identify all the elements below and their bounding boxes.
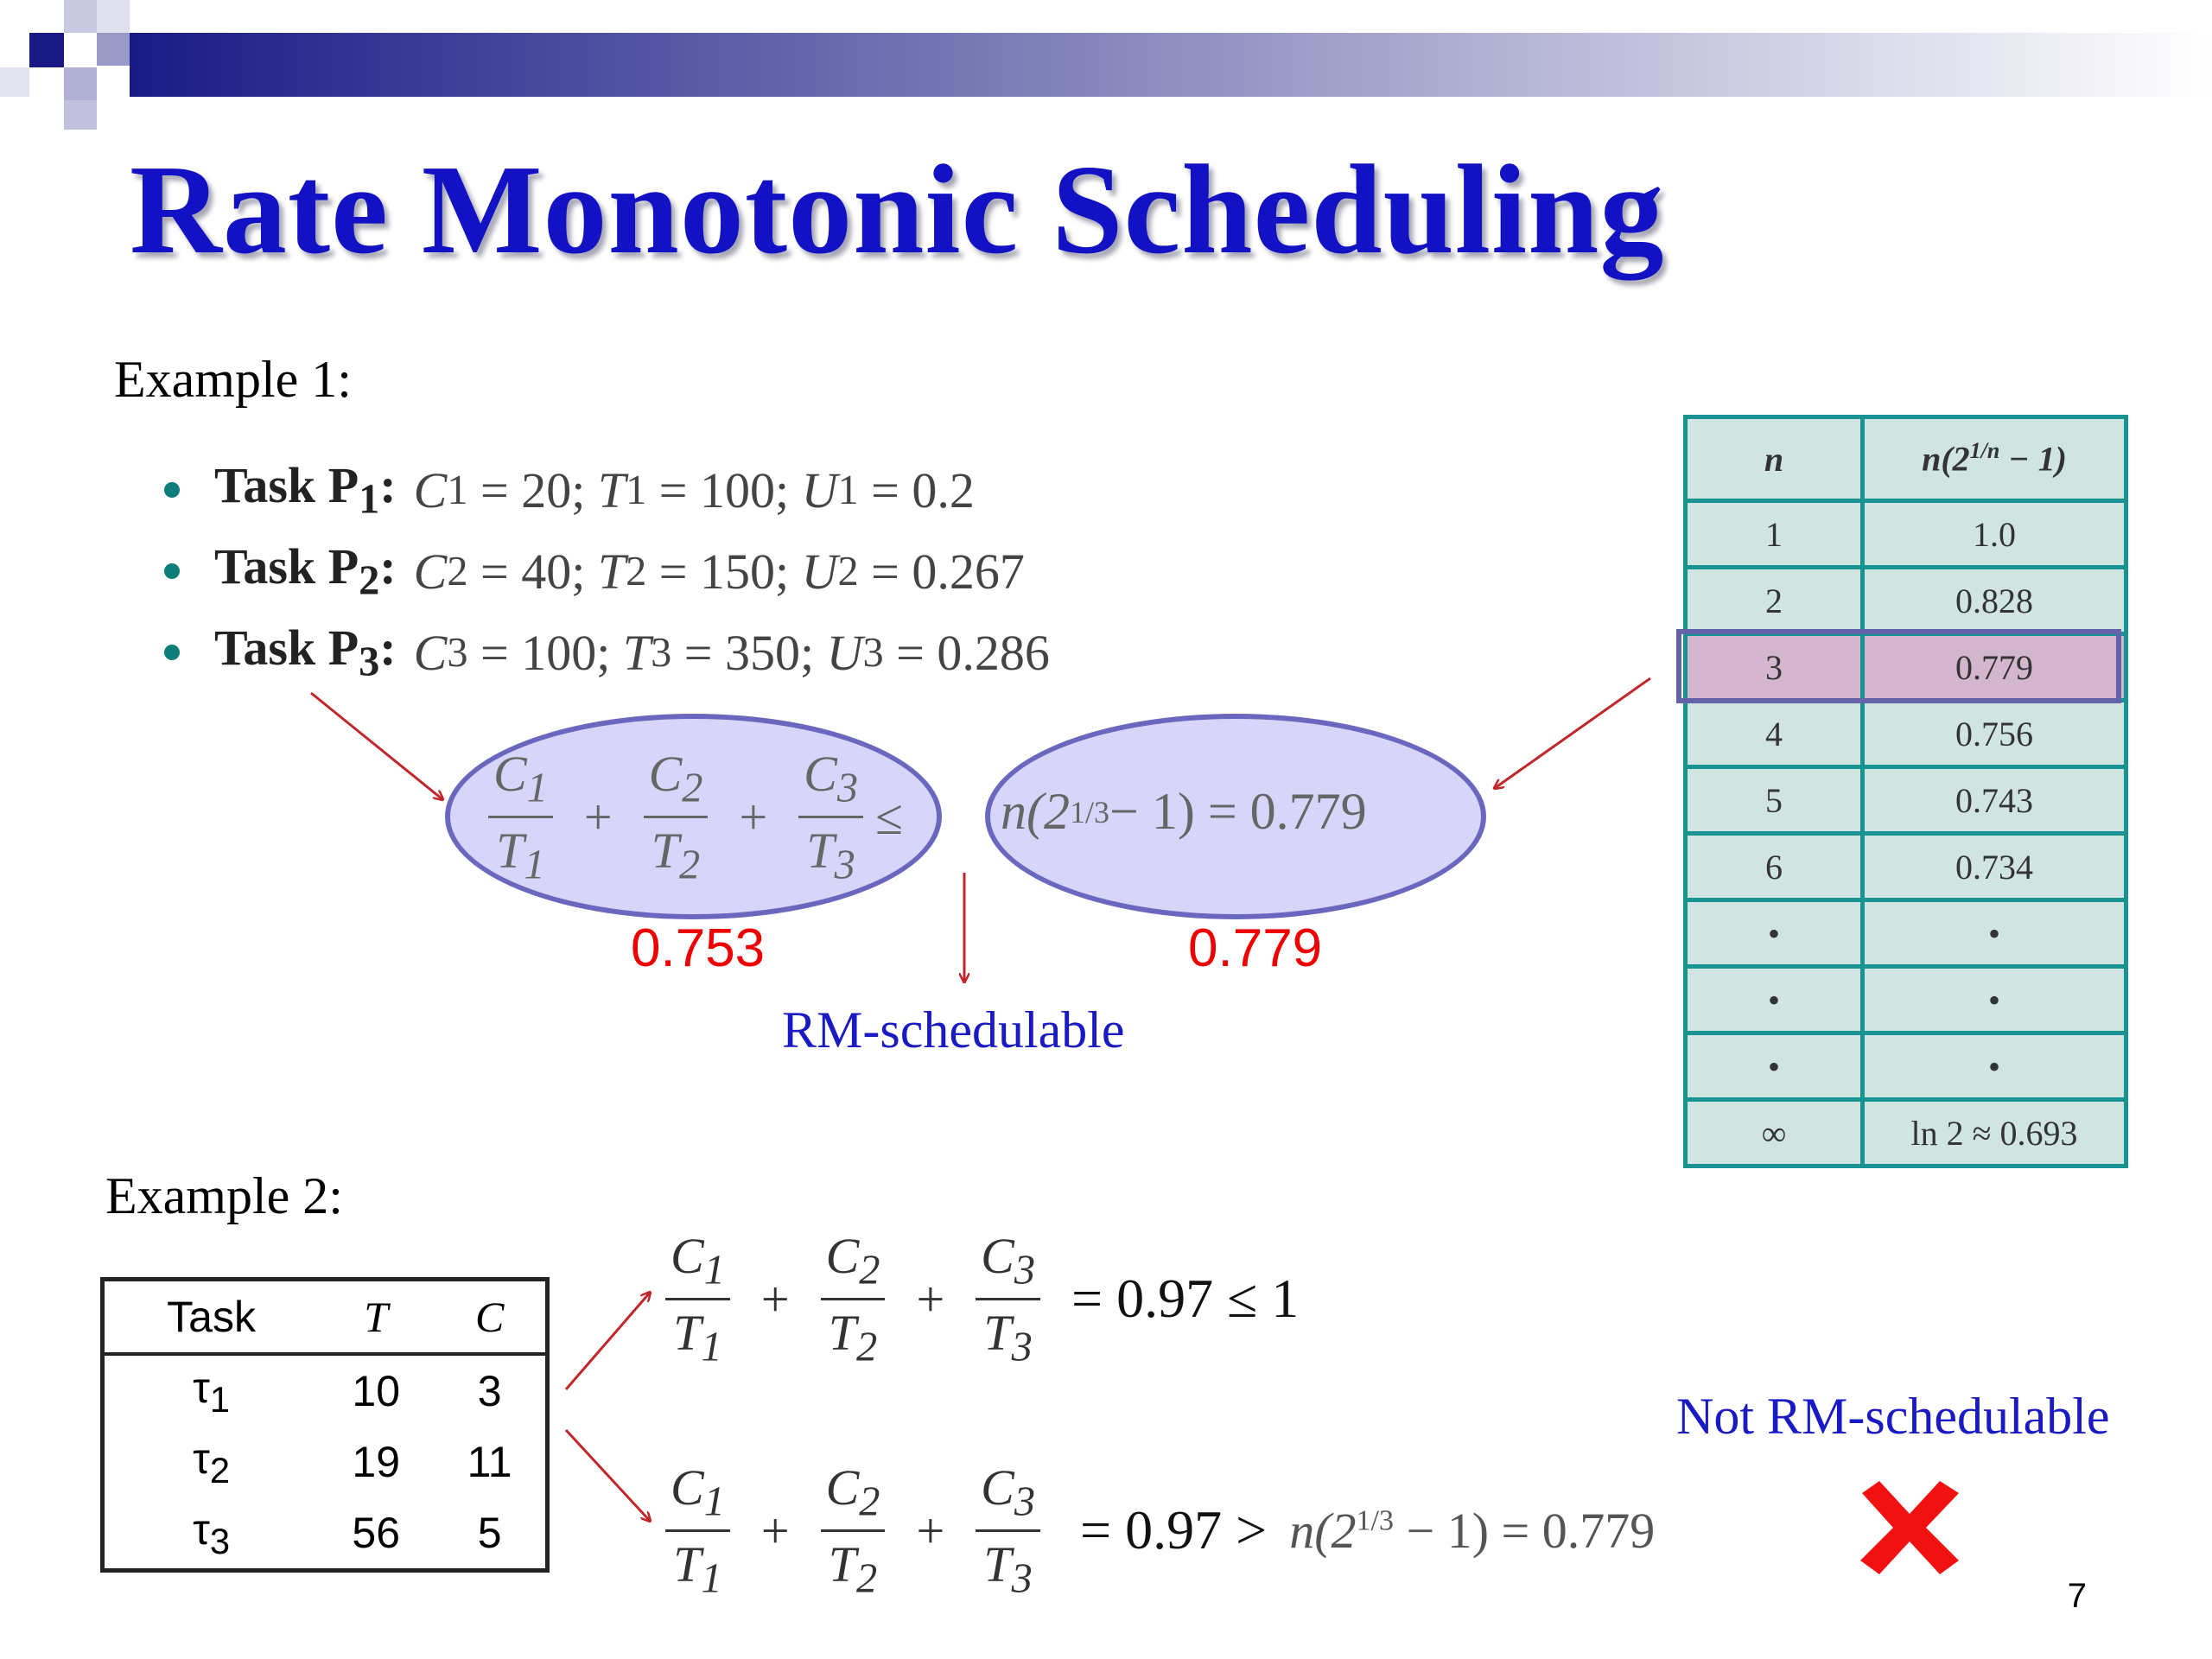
table-row: 4 0.756	[1686, 701, 2126, 767]
rm-schedulable-label: RM-schedulable	[782, 1001, 1125, 1058]
arrow-icon	[311, 693, 442, 799]
task-table	[100, 1277, 550, 1573]
column-header: C	[434, 1280, 547, 1355]
table-row: • •	[1686, 967, 2126, 1033]
bound-expression: n(2 1/3 − 1) = 0.779	[1001, 783, 1367, 840]
table-header-row	[1686, 417, 2126, 501]
equation-sum-le-1: $\frac{C_1}{T_1}$ + $\frac{C_2}{T_2}$ + $\frac{C_3}{T_3}$ = 0.97 ≤ 1	[665, 1227, 1299, 1370]
table-header-row	[103, 1280, 548, 1355]
list-item: Task $P_2$: C 2 = 40 ; T 2 = 150 ; U 2 = 0.267	[164, 531, 1050, 612]
red-x-icon	[1853, 1478, 1966, 1577]
example2-label: Example 2:	[105, 1167, 343, 1224]
table-row: 1 1.0	[1686, 501, 2126, 568]
equation-sum-gt-bound: $\frac{C_1}{T_1}$ + $\frac{C_2}{T_2}$ + $\frac{C_3}{T_3}$ = 0.97 > $n(2^{1/3} - 1) = 0.779$	[665, 1459, 1655, 1602]
list-item: Task $P_1$: C 1 = 20 ; T 1 = 100 ; U 1 = 0.2	[164, 449, 1050, 531]
fraction: $\frac{C_2}{T_2}$	[644, 745, 709, 888]
table-row: 5 0.743	[1686, 767, 2126, 834]
table-row: $\tau_3$ 56 5	[193, 1504, 502, 1561]
fraction: $\frac{C_1}{T_1}$	[488, 745, 553, 888]
arrow-icon	[566, 1430, 650, 1521]
table-row: • •	[1686, 900, 2126, 967]
slide-title: Rate Monotonic Scheduling	[130, 139, 1665, 281]
table-row: $\tau_2$ 19 11	[193, 1433, 512, 1491]
column-header: T	[318, 1280, 434, 1355]
sum-expression: $\frac{C_1}{T_1}$ + $\frac{C_2}{T_2}$ + $\frac{C_3}{T_3}$ ≤	[488, 745, 903, 888]
table-row: ∞ ln 2 ≈ 0.693	[1686, 1100, 2126, 1166]
column-header-bound: $n(2^{1/n} - 1)$	[1863, 417, 2126, 501]
table-row-highlighted: 3 0.779	[1686, 634, 2126, 701]
bound-value: 0.779	[1188, 918, 1323, 978]
column-header-n: n	[1686, 417, 1863, 501]
table-row: • •	[1686, 1033, 2126, 1100]
table-row: 2 0.828	[1686, 568, 2126, 634]
example1-label: Example 1:	[114, 351, 352, 408]
table-row: $\tau_1$ 10 3	[193, 1363, 502, 1420]
fraction: $\frac{C_3}{T_3}$	[798, 745, 863, 888]
table-row: 6 0.734	[1686, 834, 2126, 900]
not-rm-schedulable-label: Not RM-schedulable	[1676, 1388, 2110, 1445]
list-item: Task $P_3$: C 3 = 100 ; T 3 = 350 ; U 3 = 0.286	[164, 612, 1050, 693]
highlight-box	[1676, 629, 2121, 703]
utilization-bound-table	[1683, 415, 2128, 1168]
sum-value: 0.753	[631, 918, 766, 978]
arrow-icon	[566, 1293, 650, 1389]
column-header: Task	[103, 1280, 319, 1355]
page-number: 7	[2067, 1577, 2087, 1615]
arrow-icon	[1495, 678, 1650, 788]
